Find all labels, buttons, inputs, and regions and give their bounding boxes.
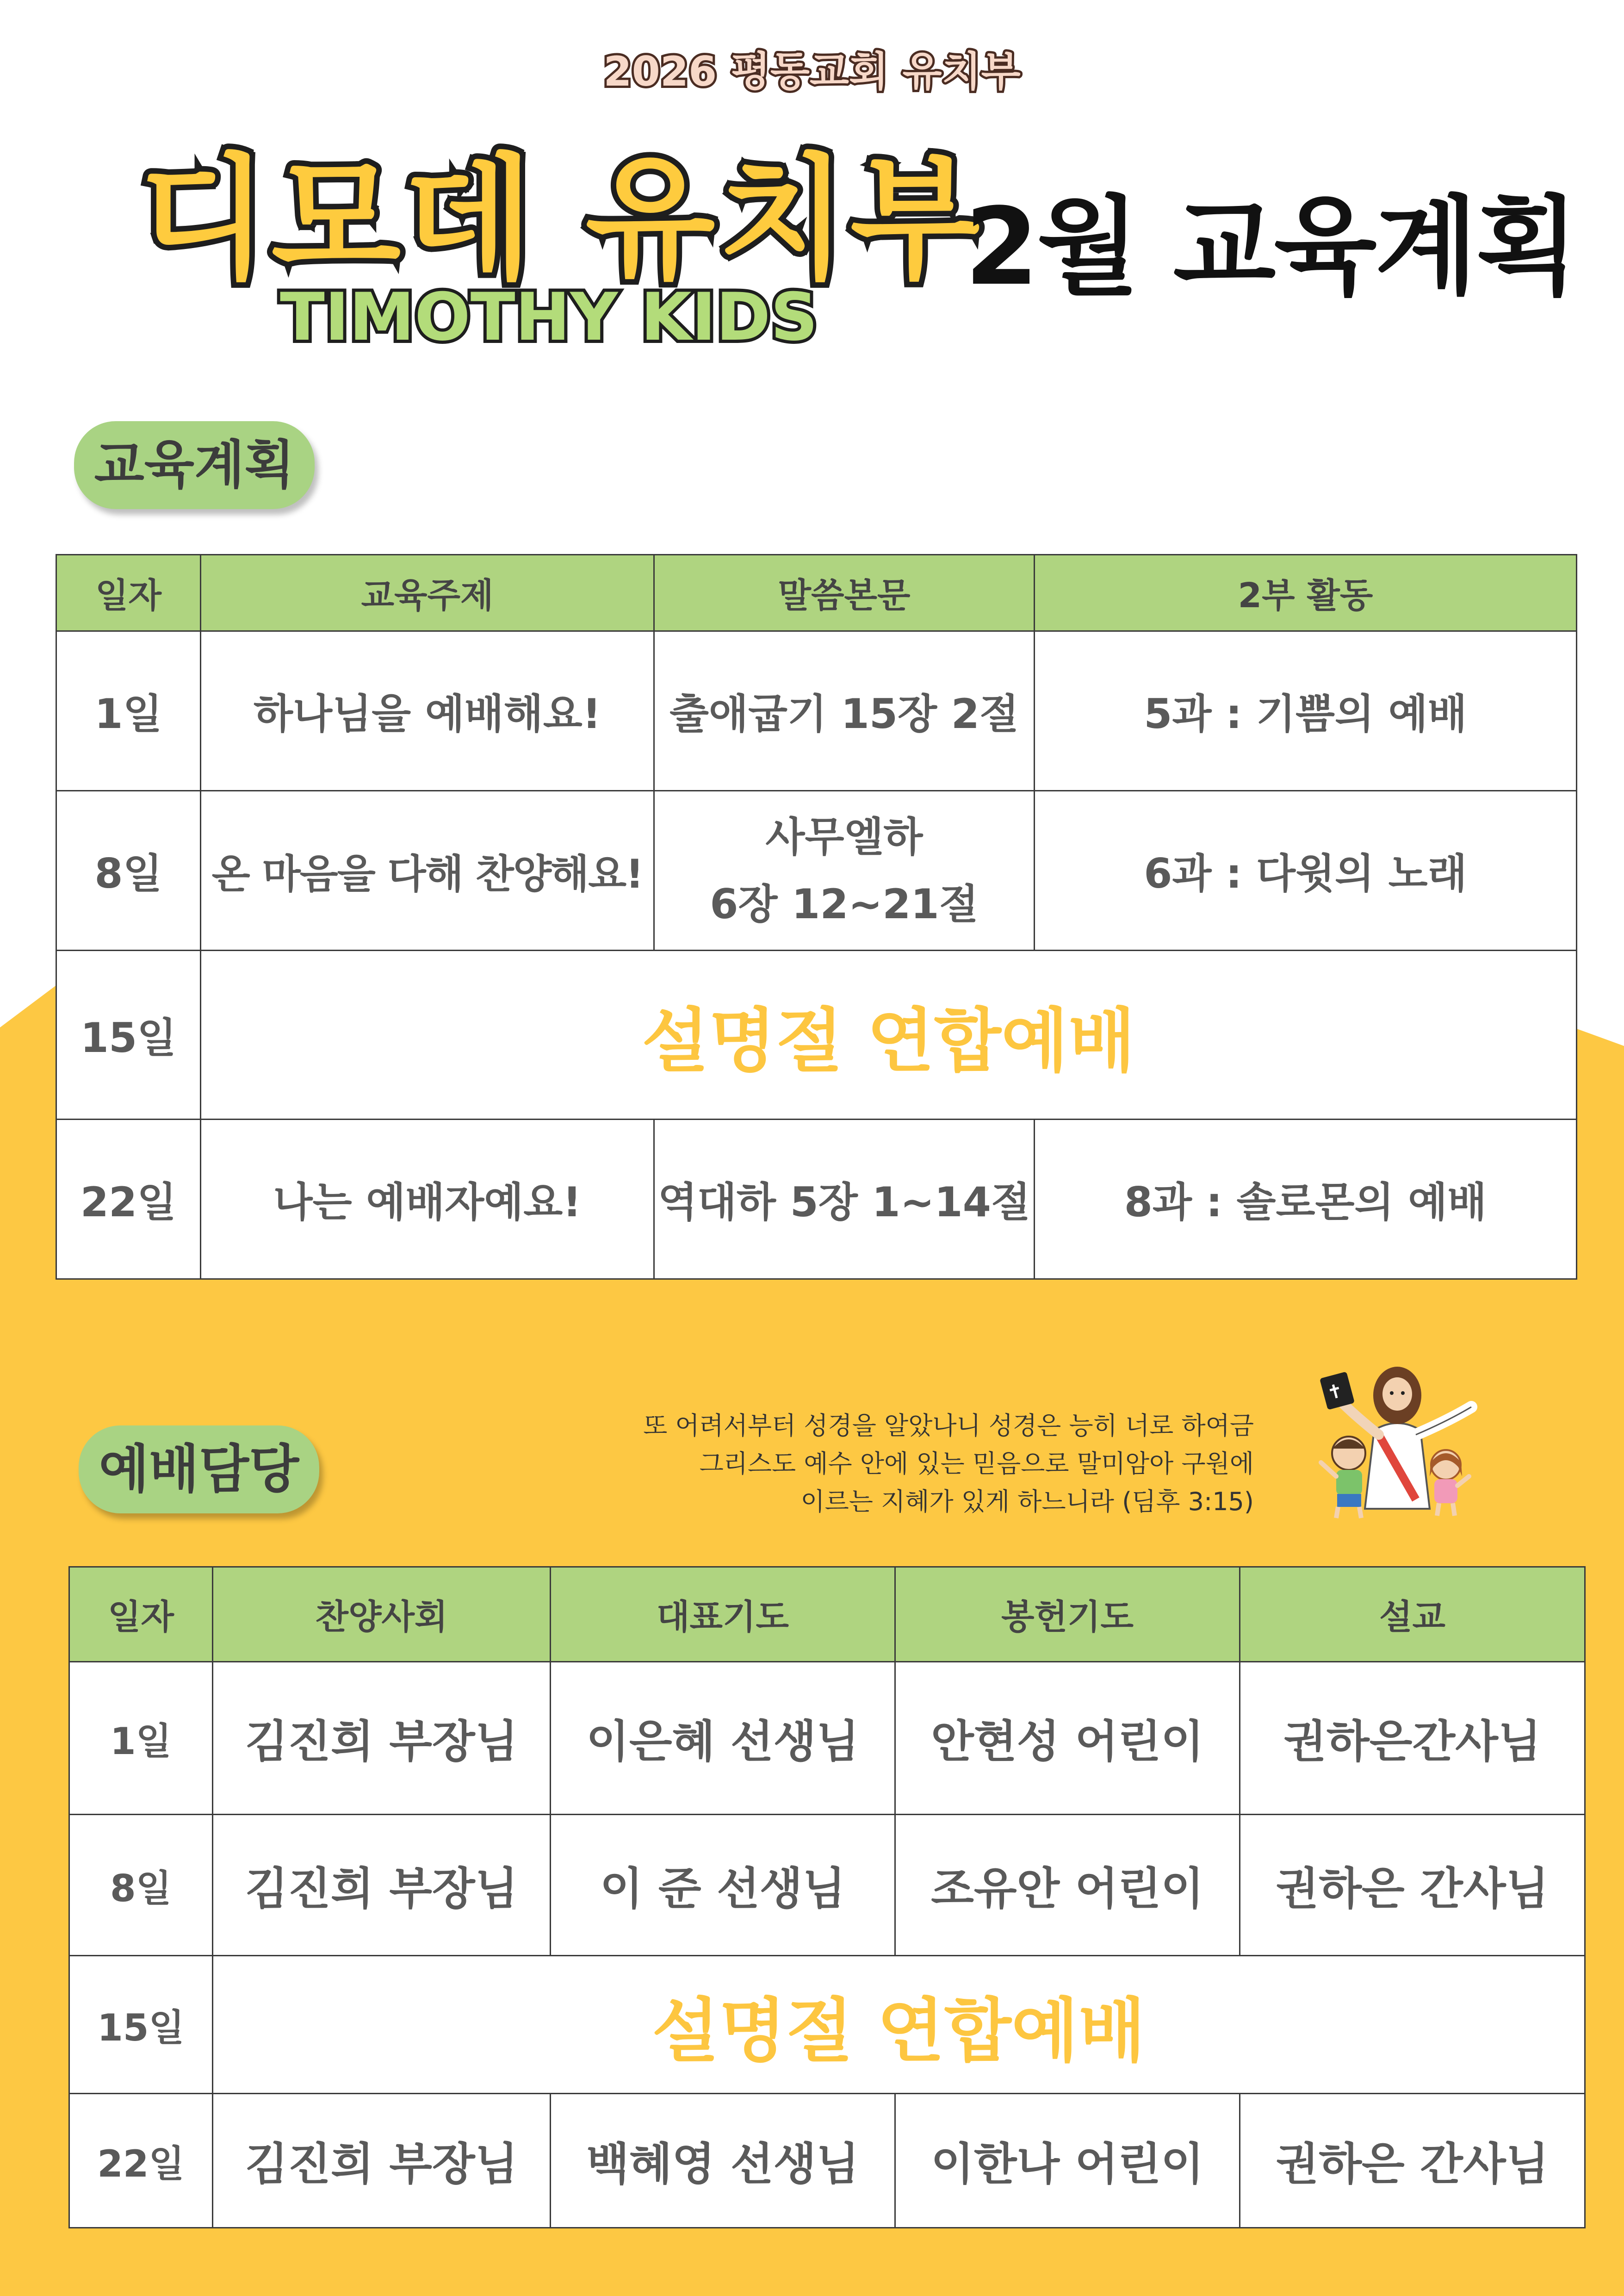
row-praise-leader: 김진희 부장님 — [213, 1662, 551, 1815]
header-main-prayer: 대표기도 — [551, 1567, 895, 1662]
table-row — [69, 1956, 1585, 2094]
verse-line-2: 그리스도 예수 안에 있는 믿음으로 말미암아 구원에 — [699, 1449, 1254, 1478]
education-plan-table — [56, 554, 1577, 1280]
table-row — [56, 1120, 1577, 1279]
table-row — [69, 1662, 1585, 1815]
header-activity: 2부 활동 — [1035, 555, 1577, 631]
special-event: 설명절 연합예배 — [213, 1956, 1585, 2094]
jesus-with-children-icon — [1309, 1361, 1485, 1523]
row-date: 22일 — [56, 1120, 201, 1279]
row-activity: 5과 : 기쁨의 예배 — [1035, 631, 1577, 791]
row-sermon: 권하은간사님 — [1240, 1662, 1585, 1815]
table-row — [69, 2094, 1585, 2228]
verse-line-1: 또 어려서부터 성경을 알았나니 성경은 능히 너로 하여금 — [643, 1411, 1254, 1440]
main-title: 디모데 유치부 — [139, 142, 983, 298]
header-praise-leader: 찬양사회 — [213, 1567, 551, 1662]
header-date: 일자 — [56, 555, 201, 631]
row-date: 15일 — [69, 1956, 213, 2094]
row-date: 1일 — [56, 631, 201, 791]
row-main-prayer: 이 준 선생님 — [551, 1815, 895, 1956]
table-row — [69, 1815, 1585, 1956]
row-praise-leader: 김진희 부장님 — [213, 1815, 551, 1956]
row-sermon: 권하은 간사님 — [1240, 1815, 1585, 1956]
row-theme: 온 마음을 다해 찬양해요! — [201, 791, 654, 951]
row-activity: 6과 : 다윗의 노래 — [1035, 791, 1577, 951]
section-label-plan: 교육계획 — [74, 421, 315, 509]
section-label-worship: 예배담당 — [79, 1425, 319, 1513]
row-main-prayer: 이은혜 선생님 — [551, 1662, 895, 1815]
month-title: 2월 교육계획 — [965, 186, 1577, 309]
table-row — [56, 631, 1577, 791]
special-event: 설명절 연합예배 — [201, 951, 1577, 1120]
table-row — [56, 951, 1577, 1120]
scripture-line-1: 사무엘하 — [765, 813, 923, 861]
header-theme: 교육주제 — [201, 555, 654, 631]
bible-verse — [620, 1407, 1254, 1521]
row-date: 8일 — [69, 1815, 213, 1956]
row-date: 8일 — [56, 791, 201, 951]
table-row — [56, 791, 1577, 951]
table-header-row — [56, 555, 1577, 631]
row-scripture — [654, 791, 1035, 951]
row-activity: 8과 : 솔로몬의 예배 — [1035, 1120, 1577, 1279]
sub-title: TIMOTHY KIDS — [280, 279, 818, 355]
row-offering-prayer: 조유안 어린이 — [895, 1815, 1240, 1956]
header-offering-prayer: 봉헌기도 — [895, 1567, 1240, 1662]
row-praise-leader: 김진희 부장님 — [213, 2094, 551, 2228]
row-theme: 나는 예배자예요! — [201, 1120, 654, 1279]
verse-line-3: 이르는 지혜가 있게 하느니라 (딤후 3:15) — [800, 1487, 1254, 1516]
row-sermon: 권하은 간사님 — [1240, 2094, 1585, 2228]
row-date: 15일 — [56, 951, 201, 1120]
worship-duty-table — [68, 1566, 1586, 2228]
row-offering-prayer: 이한나 어린이 — [895, 2094, 1240, 2228]
row-main-prayer: 백혜영 선생님 — [551, 2094, 895, 2228]
row-theme: 하나님을 예배해요! — [201, 631, 654, 791]
organization-name: 2026 평동교회 유치부 — [603, 48, 1021, 95]
scripture-line-2: 6장 12~21절 — [710, 880, 979, 928]
row-scripture: 역대하 5장 1~14절 — [654, 1120, 1035, 1279]
row-date: 22일 — [69, 2094, 213, 2228]
row-offering-prayer: 안현성 어린이 — [895, 1662, 1240, 1815]
header-date: 일자 — [69, 1567, 213, 1662]
row-date: 1일 — [69, 1662, 213, 1815]
table-header-row — [69, 1567, 1585, 1662]
header-sermon: 설교 — [1240, 1567, 1585, 1662]
row-scripture: 출애굽기 15장 2절 — [654, 631, 1035, 791]
header-scripture: 말씀본문 — [654, 555, 1035, 631]
